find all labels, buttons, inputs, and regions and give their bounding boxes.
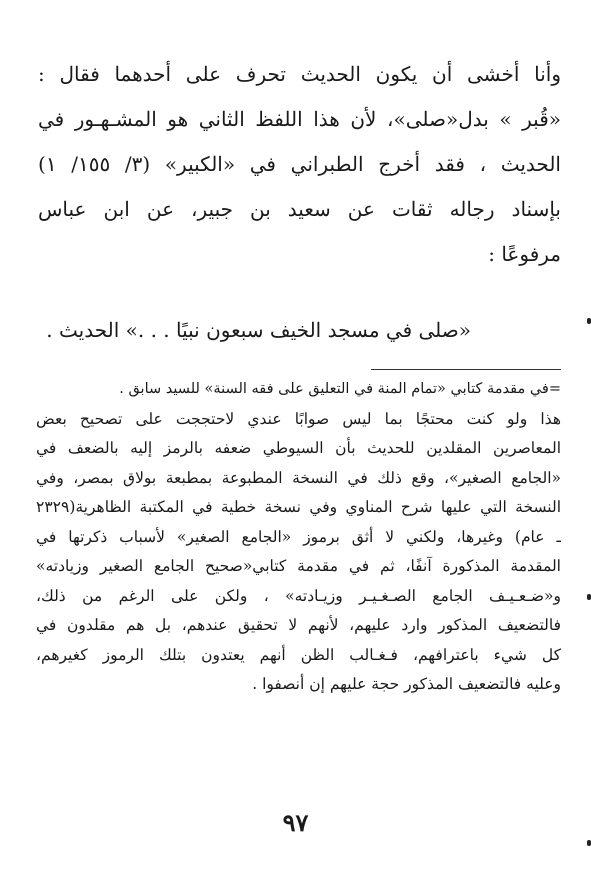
footnote-line: =في مقدمة كتابي «تمام المنة في التعليق على فقه السنة» للسيد سابق . bbox=[119, 381, 561, 397]
main-text-line: «قُبر » بدل«صلى»، لأن هذا اللفظ الثاني هو المشـهـور في bbox=[38, 107, 561, 131]
margin-mark bbox=[587, 594, 591, 600]
footnote-separator bbox=[371, 369, 561, 370]
margin-mark bbox=[587, 318, 591, 324]
hadith-quote: «صلى في مسجد الخيف سبعون نبيًا . . .» الحديث . bbox=[46, 318, 471, 342]
main-text-line: بإسناد رجاله ثقات عن سعيد بن جبير، عن ابن عباس bbox=[38, 197, 561, 221]
footnote-line: هذا ولو كنت محتجًا بما ليس صوابًا عندي لاحتججت على تصحيح بعض bbox=[36, 409, 561, 428]
footnote-line: «الجامع الصغير»، وقع ذلك في النسخة المطبوعة بمطبعة بولاق بمصر، وفي bbox=[36, 468, 561, 487]
footnote-line: المعاصرين المقلدين للحديث بأن السيوطي ضعفه بالرمز إليه بالضعف في bbox=[36, 439, 561, 457]
footnote-line: فالتضعيف المذكور وارد عليهم، لأنهم لا تحقيق عندهم، بل هم مقلدون في bbox=[36, 616, 561, 634]
footnote-line: كل شيء باعترافهم، فـغـالب الظن أنهم يعتدون بتلك الرموز كغيرهم، bbox=[36, 645, 561, 664]
main-text-block bbox=[38, 52, 561, 277]
footnote-line: النسخة التي عليها شرح المناوي وفي نسخة خطية في المكتبة الظاهرية(٢٣٢٩ bbox=[36, 498, 561, 516]
main-text-line: مرفوعًا : bbox=[488, 242, 561, 266]
footnote-line: و«ضـعـيـف الجامع الصـغـيـر وزيـادته» ، ولكن على الرغم من ذلك، bbox=[36, 586, 561, 605]
footnote-block bbox=[36, 375, 561, 700]
footnote-line: المقدمة المذكورة آنفًا، ثم في مقدمة كتابي«صحيح الجامع الصغير وزيادته» bbox=[36, 557, 561, 575]
page-number: ٩٧ bbox=[282, 808, 309, 837]
footnote-line: ـ عام) وغيرها، ولكني لا أثق برموز «الجامع الصغير» لأسباب ذكرتها في bbox=[36, 527, 561, 546]
main-text-line: وأنا أخشى أن يكون الحديث تحرف على أحدهما فقال : bbox=[38, 62, 561, 86]
main-text-line: الحديث ، فقد أخرج الطبراني في «الكبير» (٣/ ١٥٥/ ١) bbox=[38, 152, 561, 176]
margin-mark bbox=[587, 840, 591, 846]
footnote-line: وعليه فالتضعيف المذكور حجة عليهم إن أنصفوا . bbox=[252, 675, 561, 693]
